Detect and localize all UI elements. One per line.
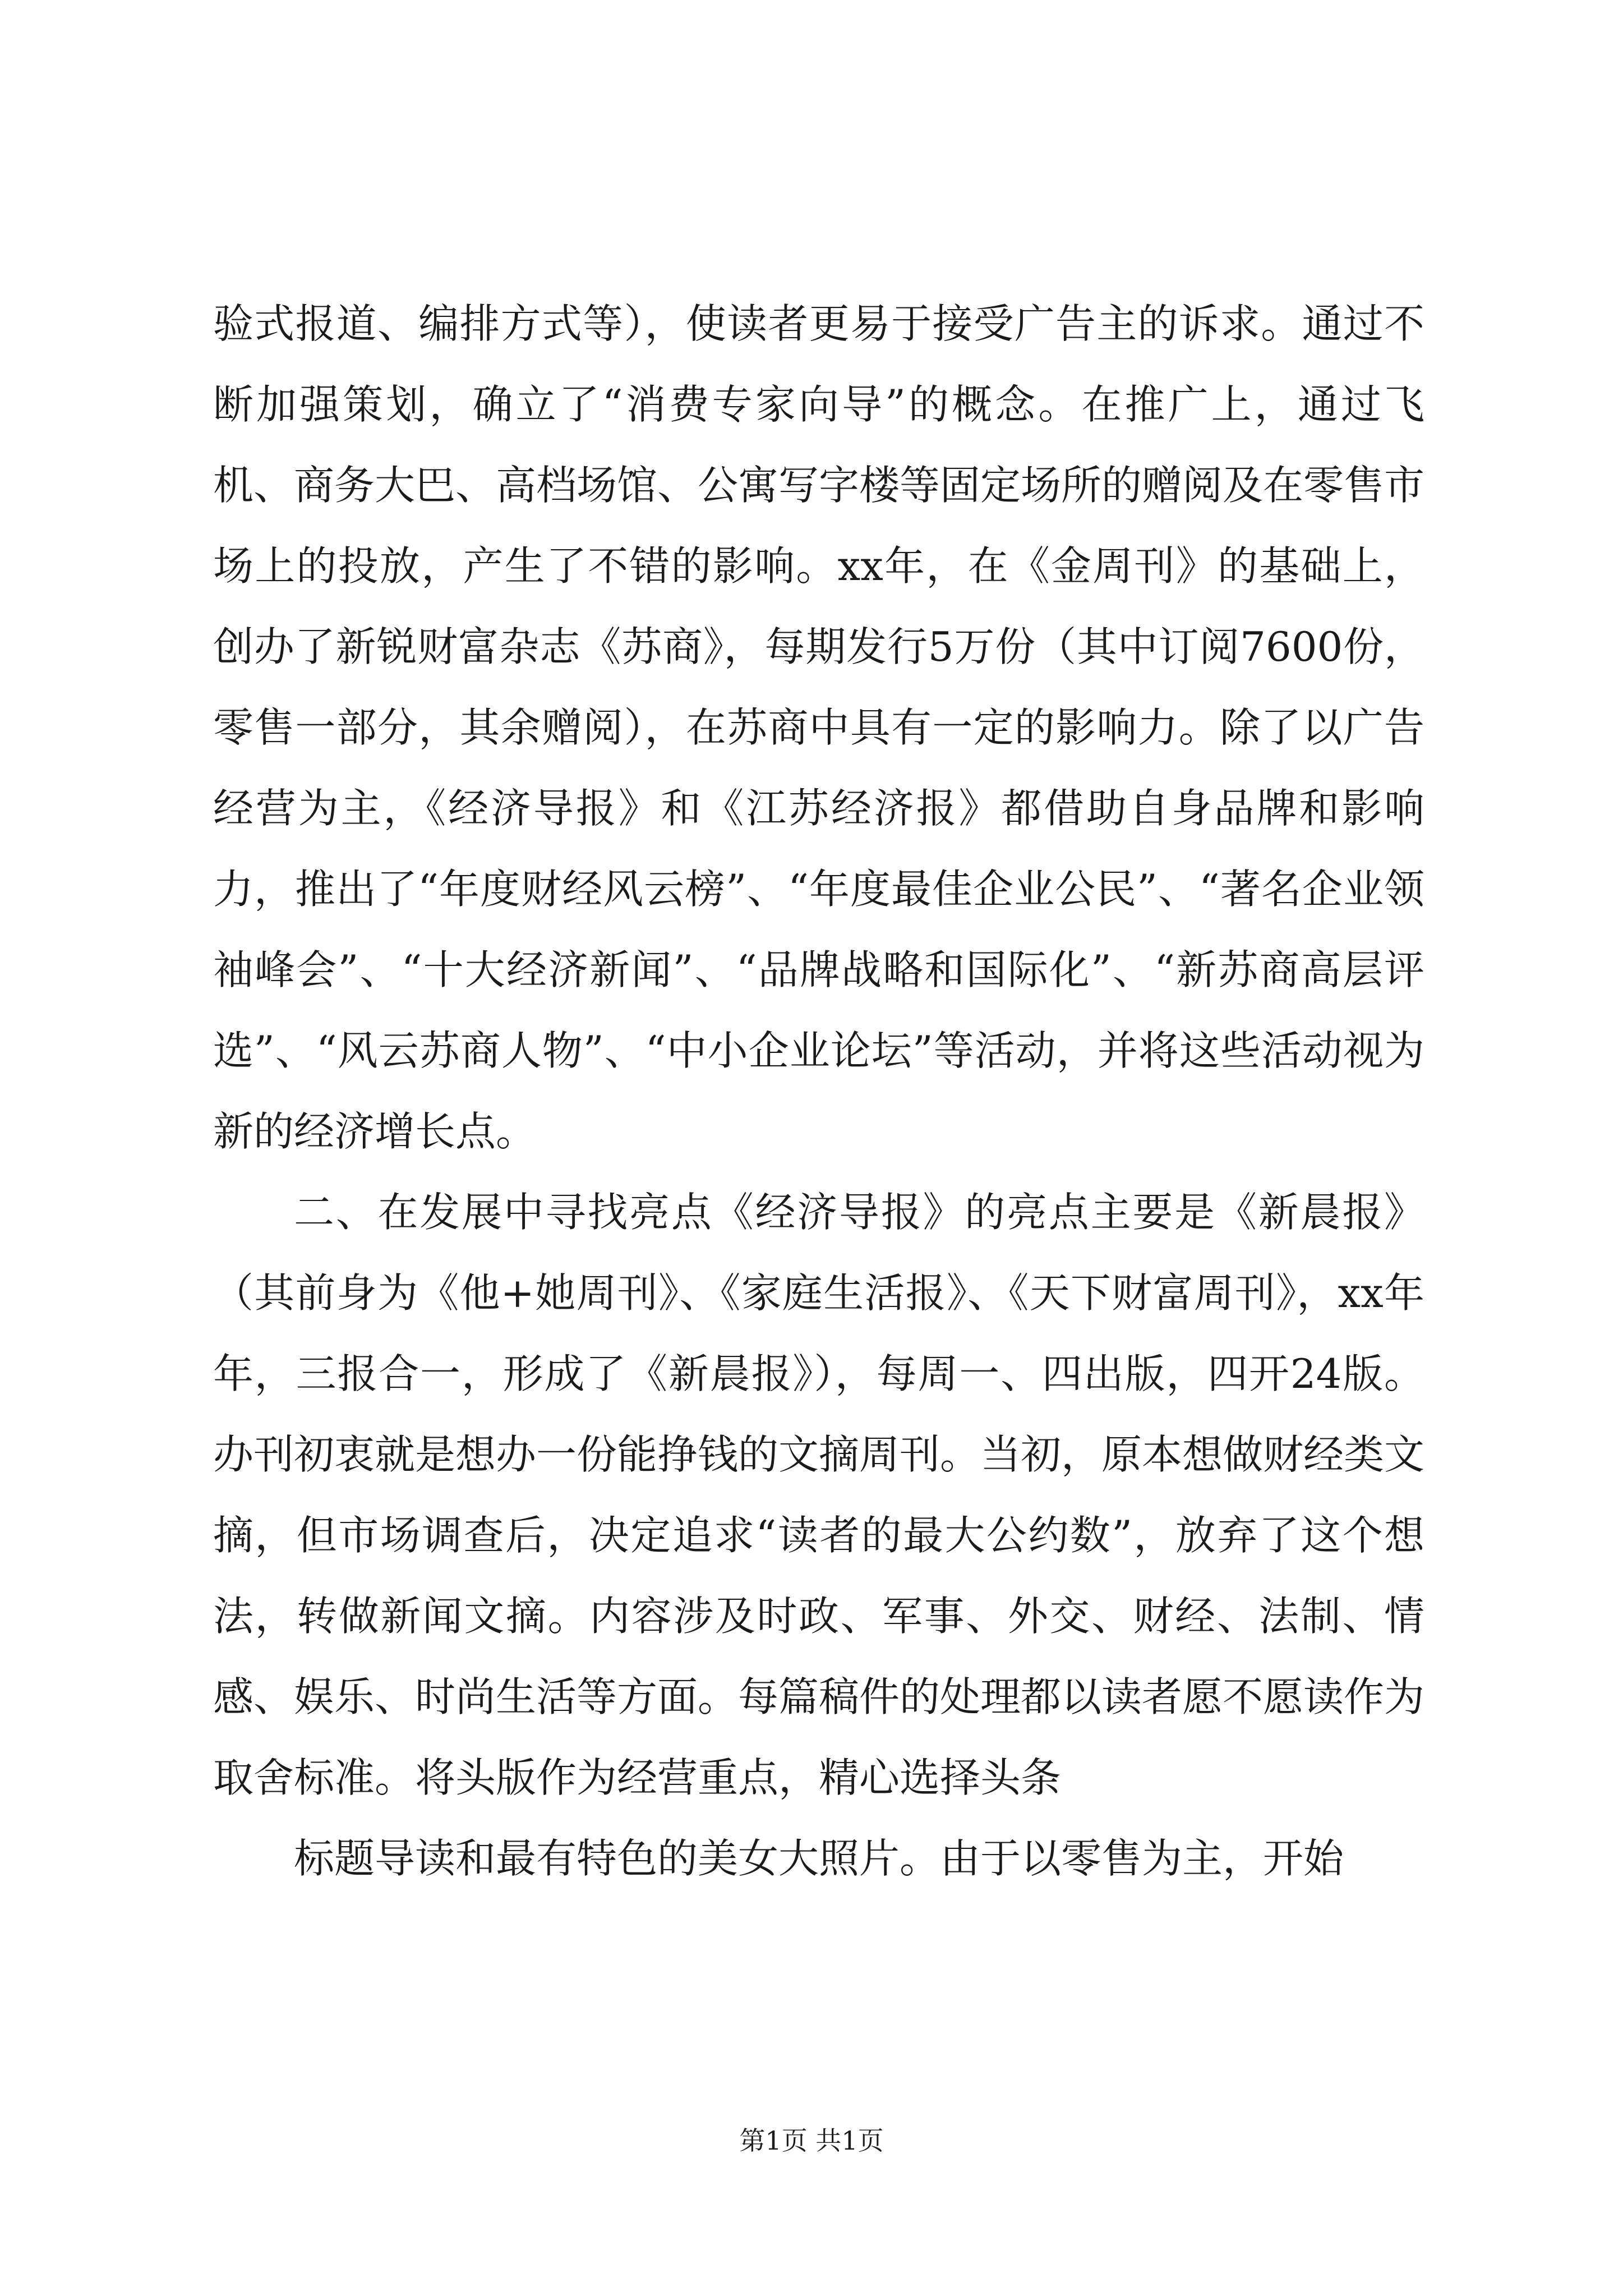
- document-body: [213, 283, 1424, 1899]
- page-footer: 第1页 共1页: [739, 2125, 884, 2156]
- paragraph-1: 验式报道、编排方式等），使读者更易于接受广告主的诉求。通过不断加强策划，确立了“消费专家向导”的概念。在推广上，通过飞机、商务大巴、高档场馆、公寓写字楼等固定场所的赠阅及在零售市场上的投放，产生了不错的影响。xx年，在《金周刊》的基础上，创办了新锐财富杂志《苏商》，每期发行5万份（其中订阅7600份，零售一部分，其余赠阅），在苏商中具有一定的影响力。除了以广告经营为主，《经济导报》和《江苏经济报》都借助自身品牌和影响力，推出了“年度财经风云榜”、“年度最佳企业公民”、“著名企业领袖峰会”、“十大经济新闻”、“品牌战略和国际化”、“新苏商高层评选”、“风云苏商人物”、“中小企业论坛”等活动，并将这些活动视为新的经济增长点。: [213, 300, 1425, 1155]
- paragraph-3: 标题导读和最有特色的美女大照片。由于以零售为主，开始: [294, 1835, 1344, 1882]
- paragraph-2: 二、在发展中寻找亮点《经济导报》的亮点主要是《新晨报》（其前身为《他+她周刊》、《家庭生活报》、《天下财富周刊》，xx年年，三报合一，形成了《新晨报》），每周一、四出版，四开24版。办刊初衷就是想办一份能挣钱的文摘周刊。当初，原本想做财经类文摘，但市场调查后，决定追求“读者的最大公约数”，放弃了这个想法，转做新闻文摘。内容涉及时政、军事、外交、财经、法制、情感、娱乐、时尚生活等方面。每篇稿件的处理都以读者愿不愿读作为取舍标准。将头版作为经营重点，精心选择头条: [213, 1189, 1425, 1801]
